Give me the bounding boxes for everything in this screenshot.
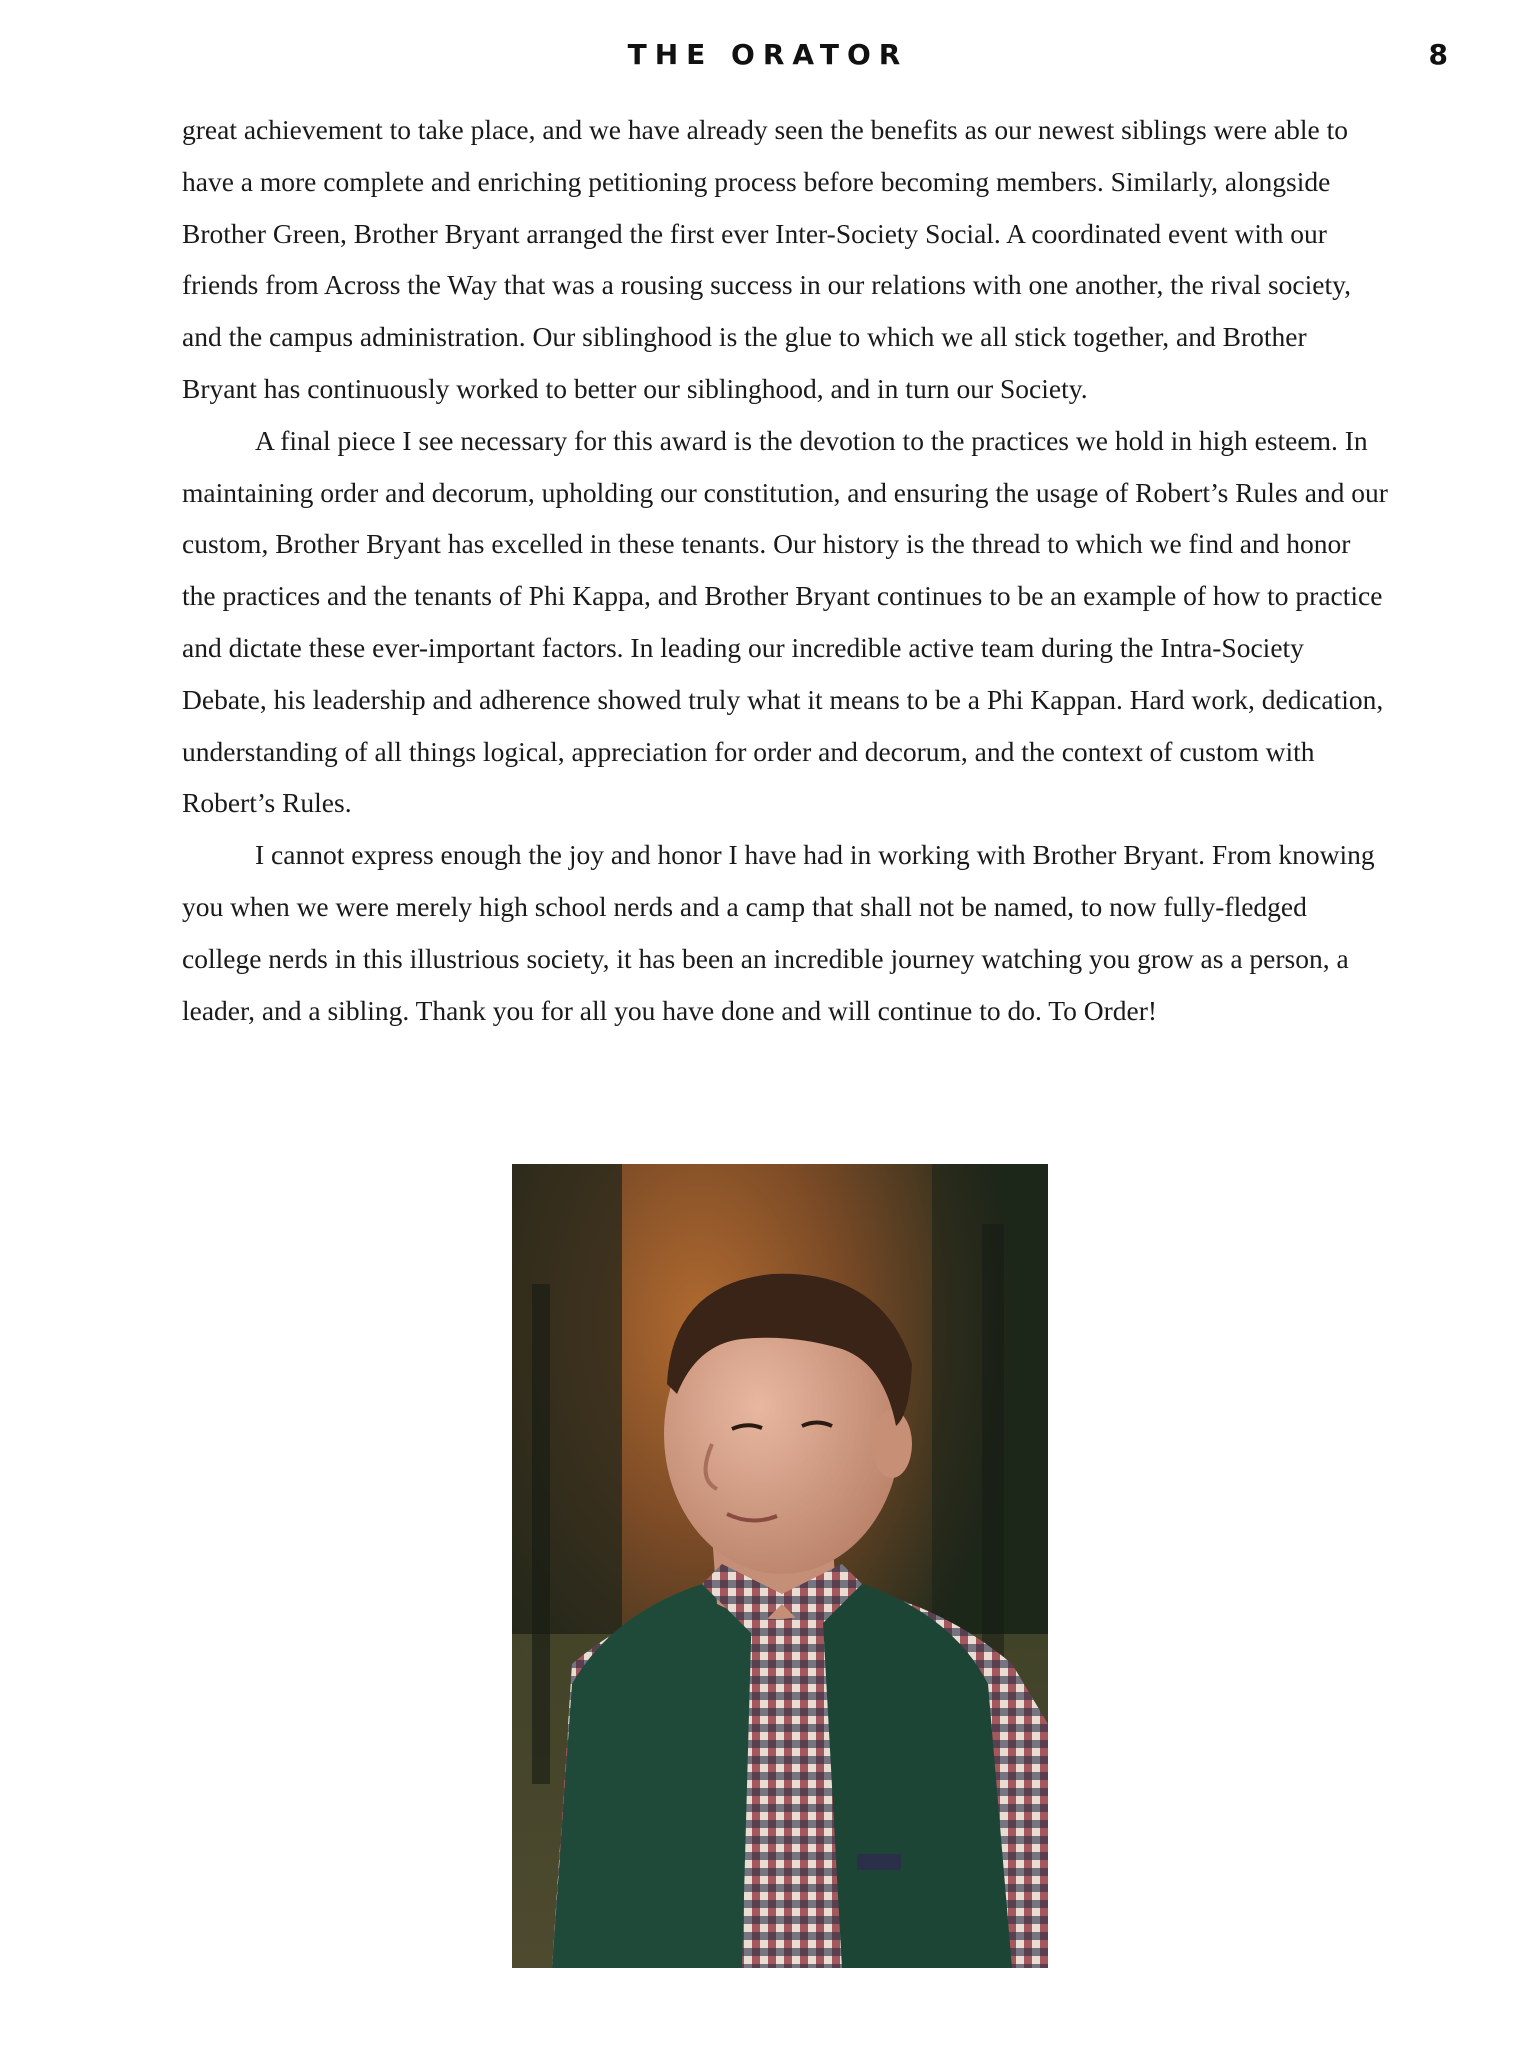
page-number: 8	[1428, 38, 1448, 71]
article-body	[182, 104, 1388, 1036]
publication-title: THE ORATOR	[627, 38, 909, 71]
paragraph-continued: great achievement to take place, and we have already seen the benefits as our newest siblings were able to have a more complete and enriching petitioning process before becoming members. Similarly, alongside Brother Green, Brother Bryant arranged the first ever Inter-Society Social. A coordinated event with our friends from Across the Way that was a rousing success in our relations with one another, the rival society, and the campus administration. Our siblinghood is the glue to which we all stick together, and Brother Bryant has continuously worked to better our siblinghood, and in turn our Society.	[182, 114, 1351, 404]
portrait-photo	[512, 1164, 1048, 1968]
paragraph: I cannot express enough the joy and honor I have had in working with Brother Bryant. From knowing you when we were merely high school nerds and a camp that shall not be named, to now fully-fledged college nerds in this illustrious society, it has been an incredible journey watching you grow as a person, a leader, and a sibling. Thank you for all you have done and will continue to do. To Order!	[182, 839, 1375, 1026]
paragraph: A final piece I see necessary for this award is the devotion to the practices we hold in high esteem. In maintaining order and decorum, upholding our constitution, and ensuring the usage of Robert’s Rules and our custom, Brother Bryant has excelled in these tenants. Our history is the thread to which we find and honor the practices and the tenants of Phi Kappa, and Brother Bryant continues to be an example of how to practice and dictate these ever-important factors. In leading our incredible active team during the Intra-Society Debate, his leadership and adherence showed truly what it means to be a Phi Kappan. Hard work, dedication, understanding of all things logical, appreciation for order and decorum, and the context of custom with Robert’s Rules.	[182, 424, 1388, 819]
